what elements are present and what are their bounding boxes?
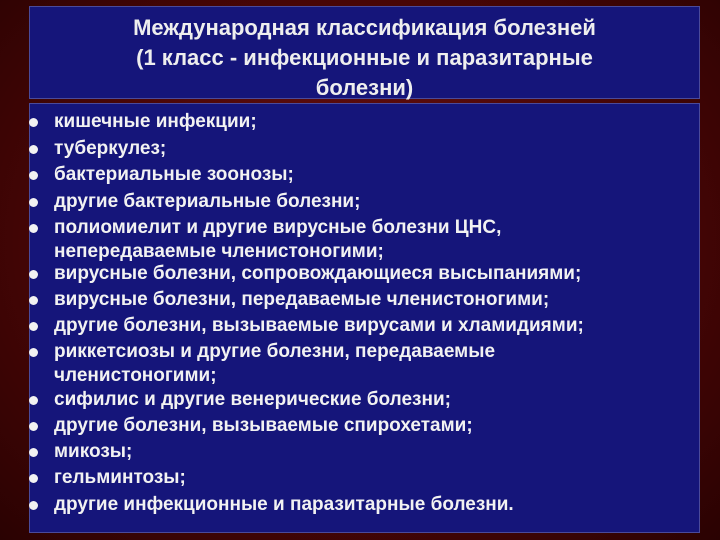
bullet-icon (29, 396, 38, 405)
list-item-text: другие болезни, вызываемые вирусами и хламидиями; (54, 315, 584, 336)
bullet-icon (29, 348, 38, 357)
title-panel (29, 6, 700, 99)
list-item-text: риккетсиозы и другие болезни, передаваемые (54, 341, 496, 362)
list-item-text: вирусные болезни, сопровождающиеся высыпаниями; (54, 263, 582, 284)
list-item-text: сифилис и другие венерические болезни; (54, 389, 451, 410)
title-line-2: (1 класс - инфекционные и паразитарные (136, 45, 593, 70)
bullet-icon (29, 118, 38, 127)
bullet-icon (29, 501, 38, 510)
bullet-icon (29, 322, 38, 331)
bullet-icon (29, 198, 38, 207)
title-line-1: Международная классификация болезней (133, 15, 596, 40)
bullet-icon (29, 474, 38, 483)
list-item-text: микозы; (54, 441, 133, 462)
bullet-icon (29, 422, 38, 431)
bullet-icon (29, 171, 38, 180)
list-item-text: полиомиелит и другие вирусные болезни ЦНС, (54, 217, 502, 238)
list-item-continuation: членистоногими; (54, 365, 217, 386)
list-item-text: кишечные инфекции; (54, 111, 257, 132)
list-item-text: другие инфекционные и паразитарные болезни. (54, 494, 514, 515)
list-item-text: вирусные болезни, передаваемые членистоногими; (54, 289, 550, 310)
bullet-icon (29, 224, 38, 233)
bullet-icon (29, 145, 38, 154)
list-item-text: другие болезни, вызываемые спирохетами; (54, 415, 473, 436)
list-item-text: бактериальные зоонозы; (54, 164, 294, 185)
list-item-text: другие бактериальные болезни; (54, 191, 361, 212)
list-item-text: туберкулез; (54, 138, 167, 159)
bullet-icon (29, 270, 38, 279)
title-line-3: болезни) (315, 75, 414, 100)
list-item-continuation: непередаваемые членистоногими; (54, 241, 384, 262)
bullet-icon (29, 296, 38, 305)
bullet-icon (29, 448, 38, 457)
list-item-text: гельминтозы; (54, 467, 186, 488)
